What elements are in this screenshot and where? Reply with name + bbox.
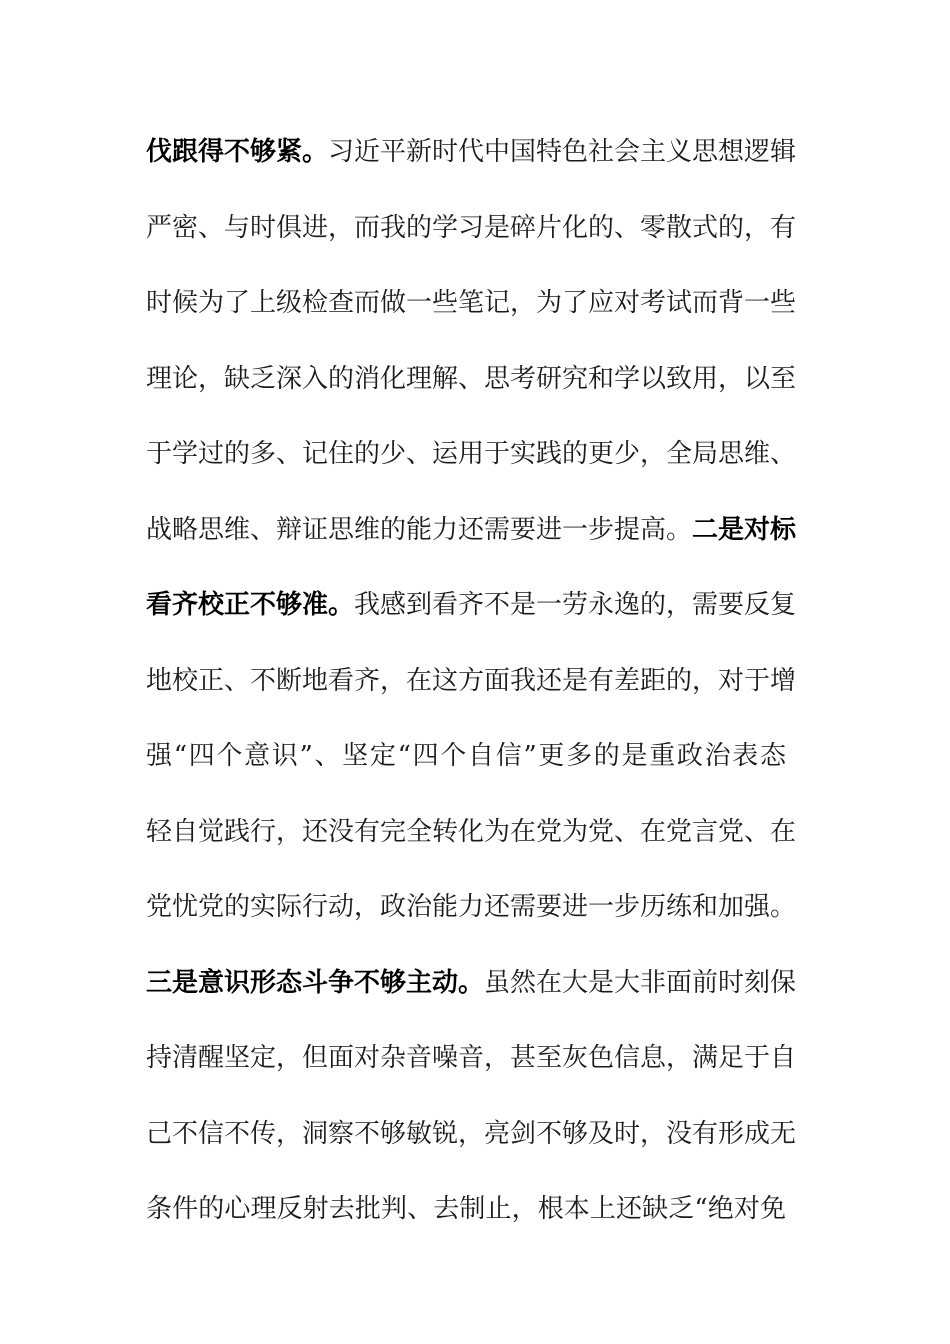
body-text-run: 轻自觉践行，还没有完全转化为在党为党、在党言党、在 [146,816,797,847]
body-text-run: 地校正、不断地看齐，在这方面我还是有差距的，对于增 [146,665,797,696]
bold-heading-text: 三是意识形态斗争不够主动。 [146,967,485,998]
body-text-run: 强“四个意识”、坚定“四个自信”更多的是重政治表态 [146,741,786,771]
text-line [146,1112,797,1188]
text-line [146,1187,786,1263]
bold-heading-text: 二是对标 [692,514,797,545]
bold-heading-text: 看齐校正不够准。 [146,590,355,620]
text-line [146,659,797,735]
text-line [146,130,797,206]
text-line [146,508,797,584]
text-line [146,1036,797,1112]
text-line [146,432,797,508]
text-line [146,583,797,659]
bold-heading-text: 伐跟得不够紧。 [146,137,329,167]
body-text-run: 习近平新时代中国特色社会主义思想逻辑 [328,137,797,167]
body-text-run: 我感到看齐不是一劳永逸的，需要反复 [354,590,797,620]
body-text-run: 己不信不传，洞察不够敏锐，亮剑不够及时，没有形成无 [146,1118,797,1149]
body-text-run: 理论，缺乏深入的消化理解、思考研究和学以致用，以至 [146,363,797,394]
body-text-run: 战略思维、辩证思维的能力还需要进一步提高。 [146,514,693,545]
body-text-run: 虽然在大是大非面前时刻保 [484,967,797,998]
body-text-run: 时候为了上级检查而做一些笔记，为了应对考试而背一些 [146,288,797,318]
text-line [146,961,797,1037]
text-line [146,206,797,282]
body-text [146,130,797,1263]
text-line [146,281,797,357]
body-text-run: 条件的心理反射去批判、去制止，根本上还缺乏“绝对免 [146,1194,786,1224]
body-text-run: 严密、与时俱进，而我的学习是碎片化的、零散式的，有 [146,212,797,243]
text-line [146,885,797,961]
body-text-run: 于学过的多、记住的少、运用于实践的更少，全局思维、 [146,439,797,469]
body-text-run: 党忧党的实际行动，政治能力还需要进一步历练和加强。 [146,892,797,922]
body-text-run: 持清醒坚定，但面对杂音噪音，甚至灰色信息，满足于自 [146,1043,797,1073]
text-line [146,357,797,433]
text-line [146,734,786,810]
text-line [146,810,797,886]
